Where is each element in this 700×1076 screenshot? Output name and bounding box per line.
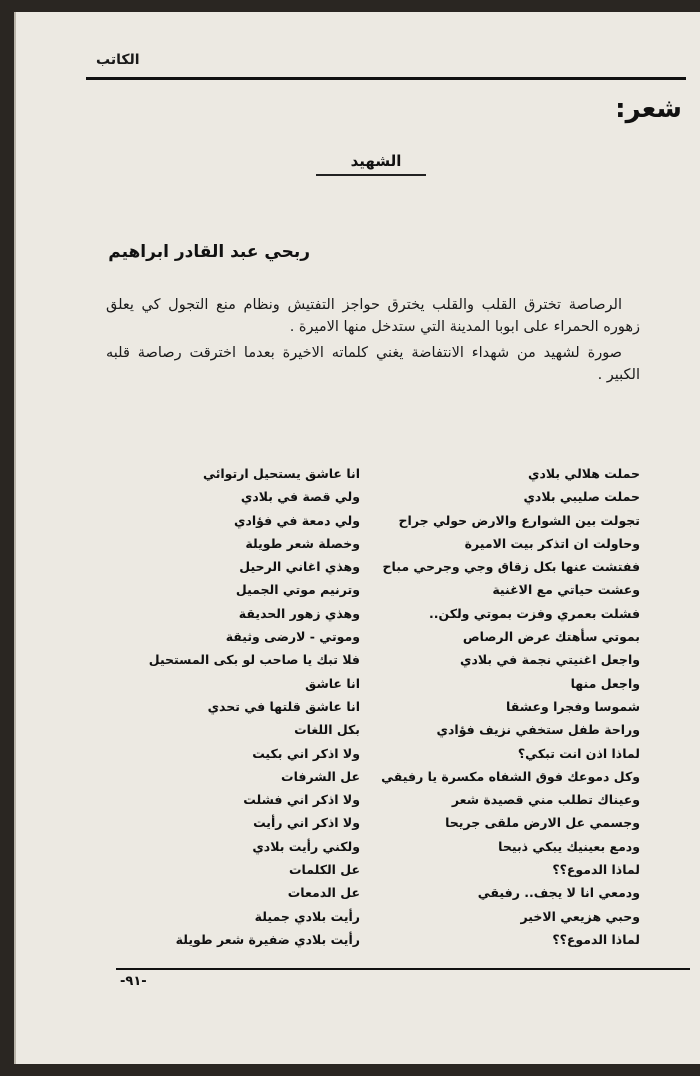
verse-line: انا عاشق قلتها في تحدي [207,698,360,714]
intro-paragraph: صورة لشهيد من شهداء الانتفاضة يغني كلماته الاخيرة بعدما اخترقت رصاصة قلبه الكبير . [106,345,640,383]
verse-line: انا عاشق [305,675,360,691]
verse-line: لماذا اذن انت تبكي؟ [517,745,640,761]
verse-line: لماذا الدموع؟؟ [552,931,640,947]
poem-title: الشهيد [350,152,402,170]
verse-line: واجعل منها [570,675,640,691]
verse-column-left [100,462,360,951]
page-number: -٩١- [120,974,147,989]
poem-title-underline [316,174,426,176]
verse-line: عل الدمعات [287,885,360,901]
verse-line: لماذا الدموع؟؟ [552,862,640,878]
verse-line: حملت صليبي بلادي [523,489,640,505]
verse-line: ففتشت عنها بكل زقاق وجي وجرحي مباح [382,559,640,575]
verse-line: رأيت بلادي ضفيرة شعر طويلة [175,931,360,947]
intro-text [106,294,640,390]
verse-line: انا عاشق يستحيل ارتوائي [203,466,360,481]
footer-rule [116,968,690,970]
verse-line: وجسمي عل الارض ملقى جريحا [445,815,640,831]
verse-column-right [370,462,640,951]
verse-line: تجولت بين الشوارع والارض حولي جراح [398,512,640,528]
verse-line: وترنيم موتي الجميل [235,582,360,598]
verse-line: واجعل اغنيتي نجمة في بلادي [459,652,640,668]
verse-line: وعشت حياتي مع الاغنية [492,582,640,598]
verse-line: رأيت بلادي جميلة [254,908,360,924]
verse-line: وحاولت ان اتذكر بيت الاميرة [464,535,640,551]
running-header: الكاتب [96,52,140,68]
verse-line: ودمعي انا لا يجف.. رفيقي [477,885,640,901]
verse-line: فلا تبك يا صاحب لو بكى المستحيل [148,652,360,668]
verse-line: عل الشرفات [281,768,360,784]
author-name: ربحي عبد القادر ابراهيم [108,242,310,262]
verse-line: ولا اذكر اني بكيت [252,745,360,761]
verse-line: وخصلة شعر طويلة [245,535,360,551]
magazine-page [14,12,700,1064]
verse-line: وعيناك تطلب مني قصيدة شعر [451,792,640,808]
verse-line: شموسا وفجرا وعشقا [506,698,640,714]
verse-line: وحبي هزيعي الاخير [520,908,640,924]
verse-line: وهذي زهور الحديقة [238,605,360,621]
verse-line: ولكني رأيت بلادي [252,838,360,854]
verse-line: ودمع بعينيك يبكي ذبيحا [498,838,640,854]
verse-line: وهذي اغاني الرحيل [239,559,360,575]
verse-line: ولي قصة في بلادي [240,489,360,505]
header-rule [86,77,686,80]
verse-line: ولا اذكر اني رأيت [253,815,360,831]
verse-line: فشلت بعمري وفزت بموتي ولكن.. [428,605,640,621]
verse-line: ولي دمعة في فؤادي [234,512,360,528]
verse-line: بكل اللغات [294,722,360,738]
verse-line: بموتي سأهتك عرض الرصاص [462,629,640,645]
verse-line: وراحة طفل ستخفي نزيف فؤادي [436,722,640,738]
verse-line: ولا اذكر اني فشلت [243,792,360,808]
verse-line: حملت هلالي بلادي [528,466,640,481]
section-title: شعر: [615,94,682,124]
verse-line: وكل دموعك فوق الشفاه مكسرة يا رفيقي [381,768,640,784]
verse-line: وموتي - لارضى وثيقة [225,629,360,645]
verse-line: عل الكلمات [288,862,360,878]
intro-paragraph: الرصاصة تخترق القلب والقلب يخترق حواجز التفتيش ونظام منع التجول كي يعلق زهوره الحمراء على ابوبا المدينة التي ستدخل منها الاميرة . [106,297,640,335]
